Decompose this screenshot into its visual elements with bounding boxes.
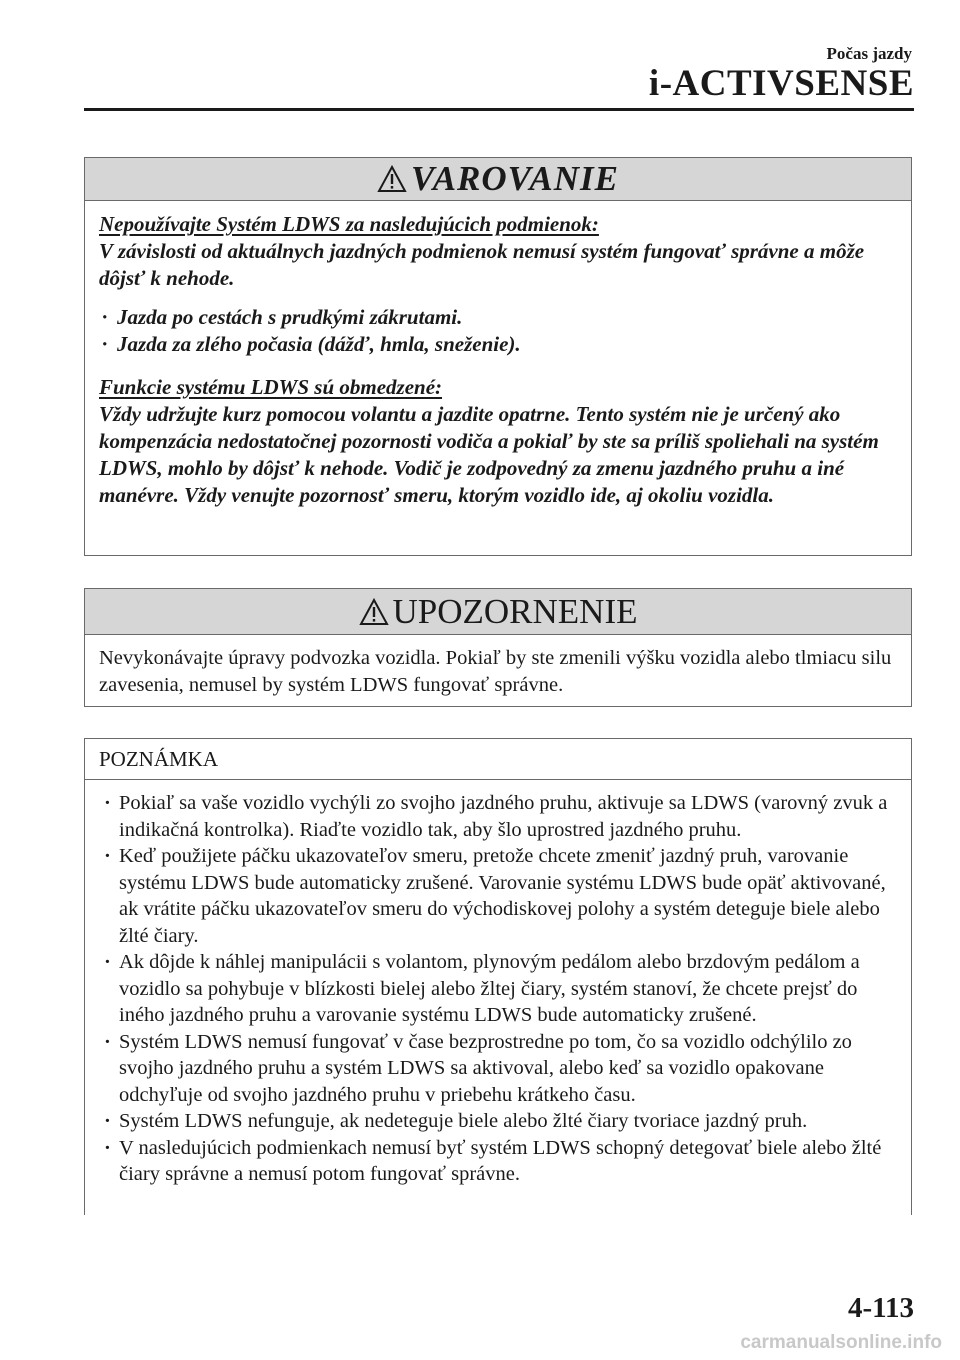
list-item: · V nasledujúcich podmienkach nemusí byť systém LDWS schopný detegovať biele alebo žlté čiary správne a nemusí potom fungovať správne. — [101, 1135, 901, 1188]
chapter-title: i-ACTIVSENSE — [648, 63, 914, 104]
caution-box — [84, 588, 912, 707]
note-box — [84, 738, 912, 1215]
warning-heading-2: Funkcie systému LDWS sú obmedzené: — [99, 375, 443, 399]
watermark: carmanualsonline.info — [740, 1332, 942, 1353]
list-item: · Ak dôjde k náhlej manipulácii s volantom, plynovým pedálom alebo brzdovým pedálom a vozidlo sa pohybuje v blízkosti bielej alebo žltej čiary, systém stanoví, že chcete prejsť do iného jazdného pruhu a varovanie systému LDWS bude automaticky zrušené. — [101, 949, 901, 1029]
note-bullet-list — [101, 790, 901, 1188]
list-item: · Pokiaľ sa vaše vozidlo vychýli zo svojho jazdného pruhu, aktivuje sa LDWS (varovný zvuk a indikačná kontrolka). Riaďte vozidlo tak, aby šlo uprostred jazdného pruhu. — [101, 790, 901, 843]
caution-body — [85, 635, 911, 711]
caution-title: UPOZORNENIE — [392, 591, 638, 631]
warning-body — [85, 201, 911, 521]
warning-heading-1: Nepoužívajte Systém LDWS za nasledujúcich podmienok: — [99, 212, 599, 236]
page-number: 4-113 — [847, 1292, 914, 1324]
section-title: Počas jazdy — [826, 44, 912, 63]
list-item: · Systém LDWS nemusí fungovať v čase bezprostredne po tom, čo sa vozidlo odchýlilo zo svojho jazdného pruhu a systém LDWS sa aktivoval, alebo keď sa vozidlo opakovane odchyľuje od svojho jazdného pruhu v priebehu krátkeho času. — [101, 1029, 901, 1109]
warning-bullet-list — [99, 304, 897, 358]
warning-title: VAROVANIE — [410, 159, 620, 198]
note-title: POZNÁMKA — [99, 746, 219, 771]
list-item: · Jazda po cestách s prudkými zákrutami. — [99, 304, 897, 331]
list-item: · Jazda za zlého počasia (dážď, hmla, sneženie). — [99, 331, 897, 358]
warning-text-1: V závislosti od aktuálnych jazdných podmienok nemusí systém fungovať správne a môže dôjsť k nehode. — [99, 239, 865, 290]
warning-box — [84, 157, 912, 556]
caution-header — [85, 589, 911, 635]
note-body — [85, 780, 911, 1188]
caution-triangle-icon — [359, 598, 389, 626]
note-header — [85, 739, 911, 780]
warning-text-2: Vždy udržujte kurz pomocou volantu a jazdite opatrne. Tento systém nie je určený ako kompenzácia nedostatočnej pozornosti vodiča a pokiaľ by ste sa príliš spoliehali na systém LDWS, mohlo by dôjsť k nehode. Vodič je zodpovedný za zmenu jazdného pruhu a iné manévre. Vždy venujte pozornosť smeru, ktorým vozidlo ide, aj okoliu vozidla. — [99, 402, 879, 507]
header-rule — [84, 108, 914, 111]
list-item: · Keď použijete páčku ukazovateľov smeru, pretože chcete zmeniť jazdný pruh, varovanie systému LDWS bude automaticky zrušené. Varovanie systému LDWS bude opäť aktivované, ak vrátite páčku ukazovateľov smeru do východiskovej polohy a systém deteguje biele alebo žlté čiary. — [101, 843, 901, 949]
warning-header — [85, 158, 911, 201]
warning-triangle-icon — [377, 165, 407, 193]
caution-text: Nevykonávajte úpravy podvozka vozidla. Pokiaľ by ste zmenili výšku vozidla alebo tlmiacu silu zavesenia, nemusel by systém LDWS fungovať správne. — [99, 647, 892, 696]
list-item: · Systém LDWS nefunguje, ak nedeteguje biele alebo žlté čiary tvoriace jazdný pruh. — [101, 1108, 901, 1135]
